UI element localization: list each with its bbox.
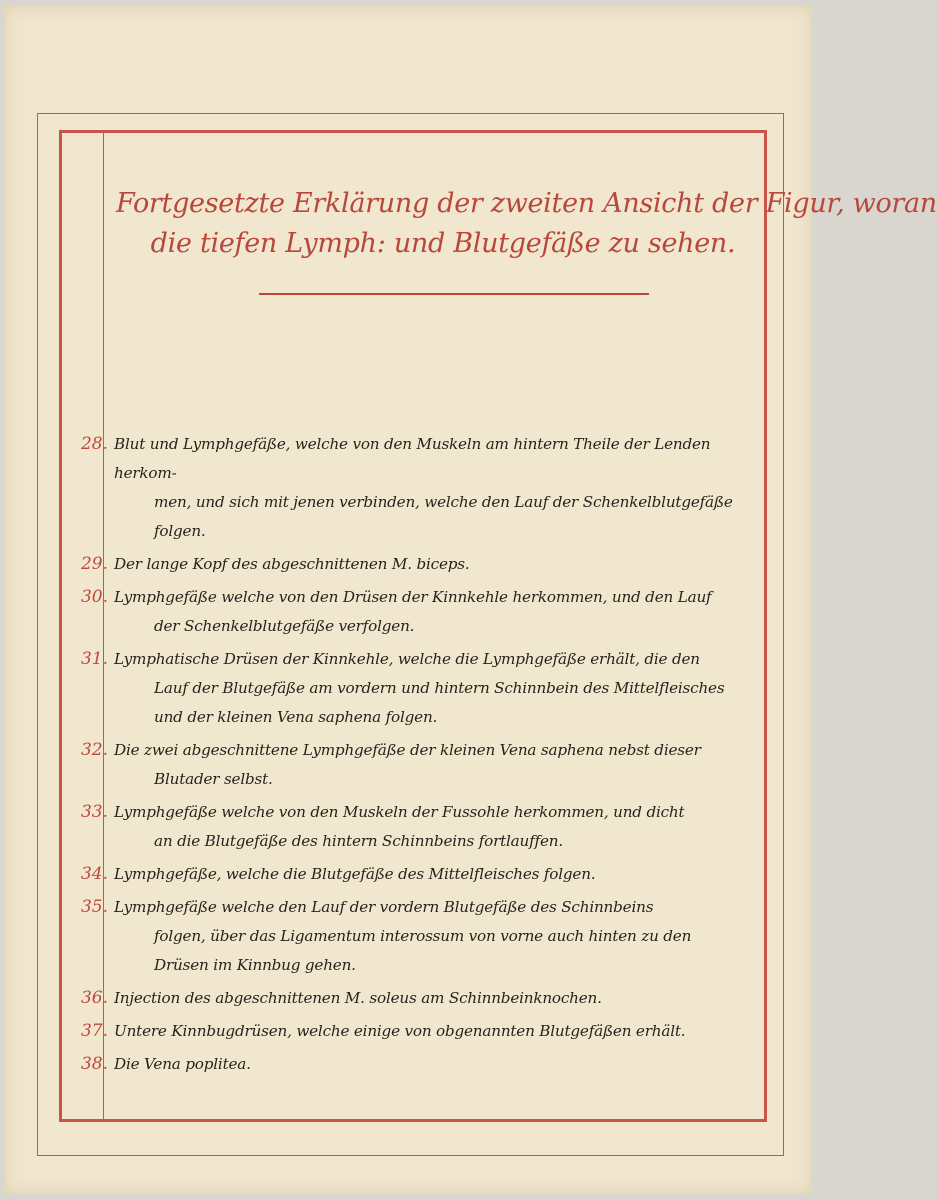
- entry-number: 37.: [80, 1021, 108, 1041]
- entry-number: 31.: [80, 649, 108, 669]
- entry-text: [114, 1017, 764, 1046]
- entry-line: Lymphgefäße welche den Lauf der vordern Blutgefäße des Schinnbeins: [114, 898, 654, 916]
- entry-text: [114, 430, 764, 546]
- entry-line: Lymphgefäße welche von den Muskeln der Fussohle herkommen, und dicht: [114, 803, 685, 821]
- entry-text: [114, 860, 764, 889]
- entry-line: Lymphgefäße, welche die Blutgefäße des Mittelfleisches folgen.: [114, 865, 596, 883]
- entry-line: men, und sich mit jenen verbinden, welche den Lauf der Schenkelblutgefäße folgen.: [154, 493, 733, 540]
- legend-entry-38: [74, 1050, 764, 1079]
- entry-number: 38.: [80, 1054, 108, 1074]
- entry-text: [114, 984, 764, 1013]
- entry-line: und der kleinen Vena saphena folgen.: [154, 708, 438, 726]
- entry-number: 29.: [80, 554, 108, 574]
- legend-entry-29: [74, 550, 764, 579]
- entry-number: 35.: [80, 897, 108, 917]
- legend-entry-31: [74, 645, 764, 732]
- entry-number: 33.: [80, 802, 108, 822]
- entry-line: an die Blutgefäße des hintern Schinnbeins fortlauffen.: [154, 832, 563, 850]
- entry-line: Lymphatische Drüsen der Kinnkehle, welche die Lymphgefäße erhält, die den: [114, 650, 700, 668]
- entry-line: Der lange Kopf des abgeschnittenen M. biceps.: [114, 555, 470, 573]
- entry-text: [114, 1050, 764, 1079]
- legend-entries: [74, 430, 764, 1083]
- entry-line: Blutader selbst.: [154, 770, 273, 788]
- legend-entry-36: [74, 984, 764, 1013]
- legend-entry-37: [74, 1017, 764, 1046]
- title-line-2: die tiefen Lymph: und Blutgefäße zu sehen.: [150, 228, 736, 259]
- entry-line: Die Vena poplitea.: [114, 1055, 251, 1073]
- title-line-1: Fortgesetzte Erklärung der zweiten Ansicht der Figur, woran: [116, 188, 937, 219]
- entry-number: 34.: [80, 864, 108, 884]
- entry-line: Lauf der Blutgefäße am vordern und hintern Schinnbein des Mittelfleisches: [154, 679, 725, 697]
- title-underline: [259, 293, 649, 295]
- entry-line: Lymphgefäße welche von den Drüsen der Kinnkehle herkommen, und den Lauf: [114, 588, 712, 606]
- page-title: [88, 184, 937, 264]
- legend-entry-28: [74, 430, 764, 546]
- legend-entry-33: [74, 798, 764, 856]
- entry-number: 32.: [80, 740, 108, 760]
- entry-number: 30.: [80, 587, 108, 607]
- legend-entry-34: [74, 860, 764, 889]
- entry-line: Die zwei abgeschnittene Lymphgefäße der kleinen Vena saphena nebst dieser: [114, 741, 701, 759]
- entry-text: [114, 550, 764, 579]
- manuscript-page: [4, 6, 937, 1194]
- entry-text: [114, 893, 764, 980]
- entry-line: Untere Kinnbugdrüsen, welche einige von obgenannten Blutgefäßen erhält.: [114, 1022, 686, 1040]
- legend-entry-35: [74, 893, 764, 980]
- entry-number: 28.: [80, 434, 108, 454]
- entry-text: [114, 645, 764, 732]
- entry-line: Blut und Lymphgefäße, welche von den Muskeln am hintern Theile der Lenden herkom-: [114, 435, 711, 482]
- entry-line: der Schenkelblutgefäße verfolgen.: [154, 617, 415, 635]
- entry-text: [114, 736, 764, 794]
- entry-line: Drüsen im Kinnbug gehen.: [154, 956, 356, 974]
- entry-text: [114, 583, 764, 641]
- entry-line: Injection des abgeschnittenen M. soleus am Schinnbeinknochen.: [114, 989, 602, 1007]
- entry-text: [114, 798, 764, 856]
- entry-line: folgen, über das Ligamentum interossum von vorne auch hinten zu den: [154, 927, 692, 945]
- legend-entry-32: [74, 736, 764, 794]
- entry-number: 36.: [80, 988, 108, 1008]
- legend-entry-30: [74, 583, 764, 641]
